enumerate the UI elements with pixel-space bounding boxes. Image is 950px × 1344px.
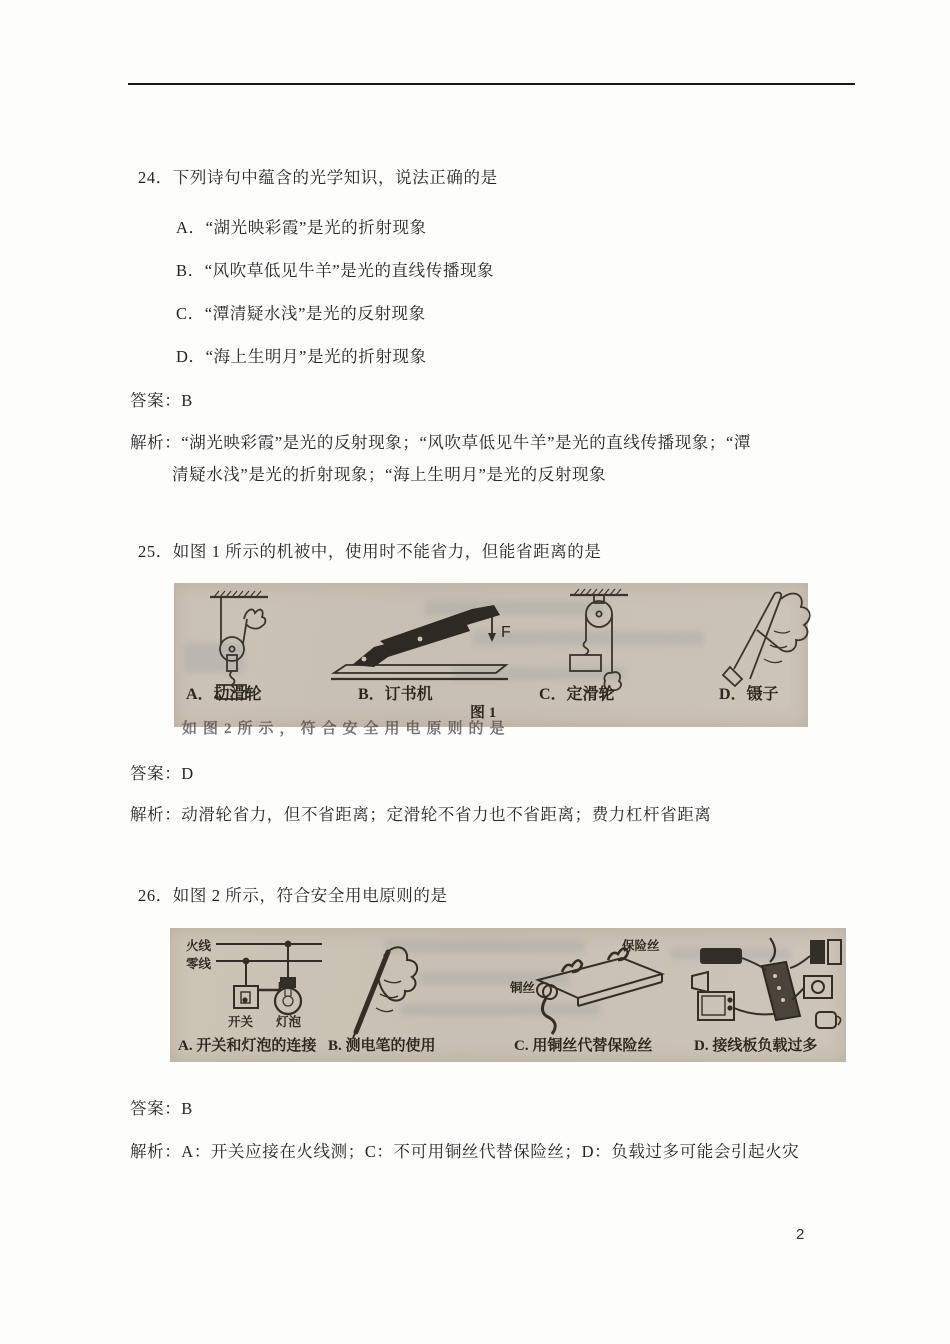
figure-2-scan xyxy=(170,928,846,1062)
power-strip-drawing xyxy=(692,938,841,1028)
live-wire-label: 火线 xyxy=(186,939,212,953)
fig2-caption-c: C. 用铜丝代替保险丝 xyxy=(514,1038,653,1054)
q26-analysis: 解析：A：开关应接在火线测；C：不可用铜丝代替保险丝；D：负载过多可能会引起火灾 xyxy=(130,1142,800,1161)
test-pen-drawing xyxy=(353,947,417,1038)
circuit-drawing xyxy=(216,942,322,1014)
q26-stem: 26．如图 2 所示，符合安全用电原则的是 xyxy=(138,886,448,905)
stapler-drawing xyxy=(331,605,511,679)
q24-option-c: C．“潭清疑水浅”是光的反射现象 xyxy=(176,304,426,323)
q25-analysis: 解析：动滑轮省力，但不省距离；定滑轮不省力也不省距离；费力杠杆省距离 xyxy=(130,805,712,824)
copper-wire-label: 铜丝 xyxy=(510,981,536,995)
fig1-label-c: C．定滑轮 xyxy=(539,686,615,703)
tweezers-drawing xyxy=(723,593,810,687)
bulb-label: 灯泡 xyxy=(276,1015,302,1029)
fuse-label: 保险丝 xyxy=(622,939,660,953)
fig2-caption-a: A. 开关和灯泡的连接 xyxy=(178,1038,317,1054)
fig1-label-b: B．订书机 xyxy=(358,686,433,703)
fig1-label-d: D．镊子 xyxy=(719,686,779,703)
q24-option-a: A．“湖光映彩霞”是光的折射现象 xyxy=(176,218,427,237)
switch-label: 开关 xyxy=(228,1015,254,1029)
header-divider xyxy=(128,83,855,85)
q25-stem: 25．如图 1 所示的机被中，使用时不能省力，但能省距离的是 xyxy=(138,542,602,561)
fuse-drawing xyxy=(537,948,662,1034)
q24-option-d: D．“海上生明月”是光的折射现象 xyxy=(176,347,427,366)
q24-answer: 答案：B xyxy=(130,391,193,410)
q26-answer: 答案：B xyxy=(130,1099,193,1118)
q25-answer: 答案：D xyxy=(130,764,194,783)
figure-1-scan xyxy=(174,583,808,737)
q24-analysis-line1: 解析：“湖光映彩霞”是光的反射现象；“风吹草低见牛羊”是光的直线传播现象；“潭 xyxy=(130,433,752,452)
neutral-wire-label: 零线 xyxy=(186,957,212,971)
fig1-label-a: A．动滑轮 xyxy=(186,686,262,703)
q24-stem: 24．下列诗句中蕴含的光学知识，说法正确的是 xyxy=(138,168,498,187)
fig2-caption-d: D. 接线板负载过多 xyxy=(694,1038,818,1054)
fig1-cutoff-text: 如图2所示，符合安全用电原则的是 xyxy=(182,721,511,737)
fig2-caption-b: B. 测电笔的使用 xyxy=(328,1038,436,1054)
q24-option-b: B．“风吹草低见牛羊”是光的直线传播现象 xyxy=(176,261,495,280)
fig1-caption: 图 1 xyxy=(470,705,497,721)
force-label: F xyxy=(501,624,511,641)
page-number: 2 xyxy=(796,1226,805,1243)
q24-analysis-line2: 清疑水浅”是光的折射现象；“海上生明月”是光的反射现象 xyxy=(172,465,607,484)
